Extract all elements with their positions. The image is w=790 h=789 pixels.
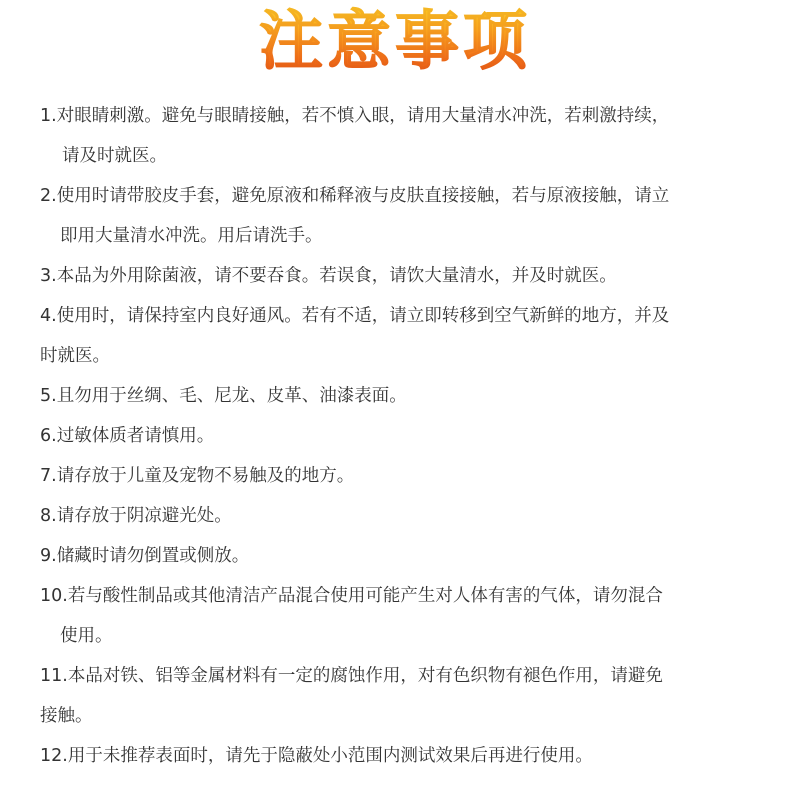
note-line: 11.本品对铁、铝等金属材料有一定的腐蚀作用，对有色织物有褪色作用，请避免 [40, 666, 663, 686]
page-title: 注意事项 [0, 2, 790, 82]
note-line: 请及时就医。 [62, 146, 167, 166]
note-line: 4.使用时，请保持室内良好通风。若有不适，请立即转移到空气新鲜的地方，并及 [40, 306, 670, 326]
notes-list [40, 96, 768, 776]
note-line: 2.使用时请带胶皮手套，避免原液和稀释液与皮肤直接接触，若与原液接触，请立 [40, 186, 670, 206]
note-line: 1.对眼睛刺激。避免与眼睛接触，若不慎入眼，请用大量清水冲洗，若刺激持续， [40, 106, 670, 126]
note-line: 7.请存放于儿童及宠物不易触及的地方。 [40, 466, 355, 486]
note-line: 12.用于未推荐表面时，请先于隐蔽处小范围内测试效果后再进行使用。 [40, 746, 593, 766]
note-line: 即用大量清水冲洗。用后请洗手。 [60, 226, 323, 246]
note-line: 6.过敏体质者请慎用。 [40, 426, 215, 446]
note-line: 接触。 [40, 706, 93, 726]
note-line: 时就医。 [40, 346, 110, 366]
note-line: 5.且勿用于丝绸、毛、尼龙、皮革、油漆表面。 [40, 386, 407, 406]
note-line: 8.请存放于阴凉避光处。 [40, 506, 232, 526]
note-line: 3.本品为外用除菌液，请不要吞食。若误食，请饮大量清水，并及时就医。 [40, 266, 617, 286]
note-line: 9.储藏时请勿倒置或侧放。 [40, 546, 250, 566]
note-line: 使用。 [60, 626, 113, 646]
note-line: 10.若与酸性制品或其他清洁产品混合使用可能产生对人体有害的气体，请勿混合 [40, 586, 663, 606]
